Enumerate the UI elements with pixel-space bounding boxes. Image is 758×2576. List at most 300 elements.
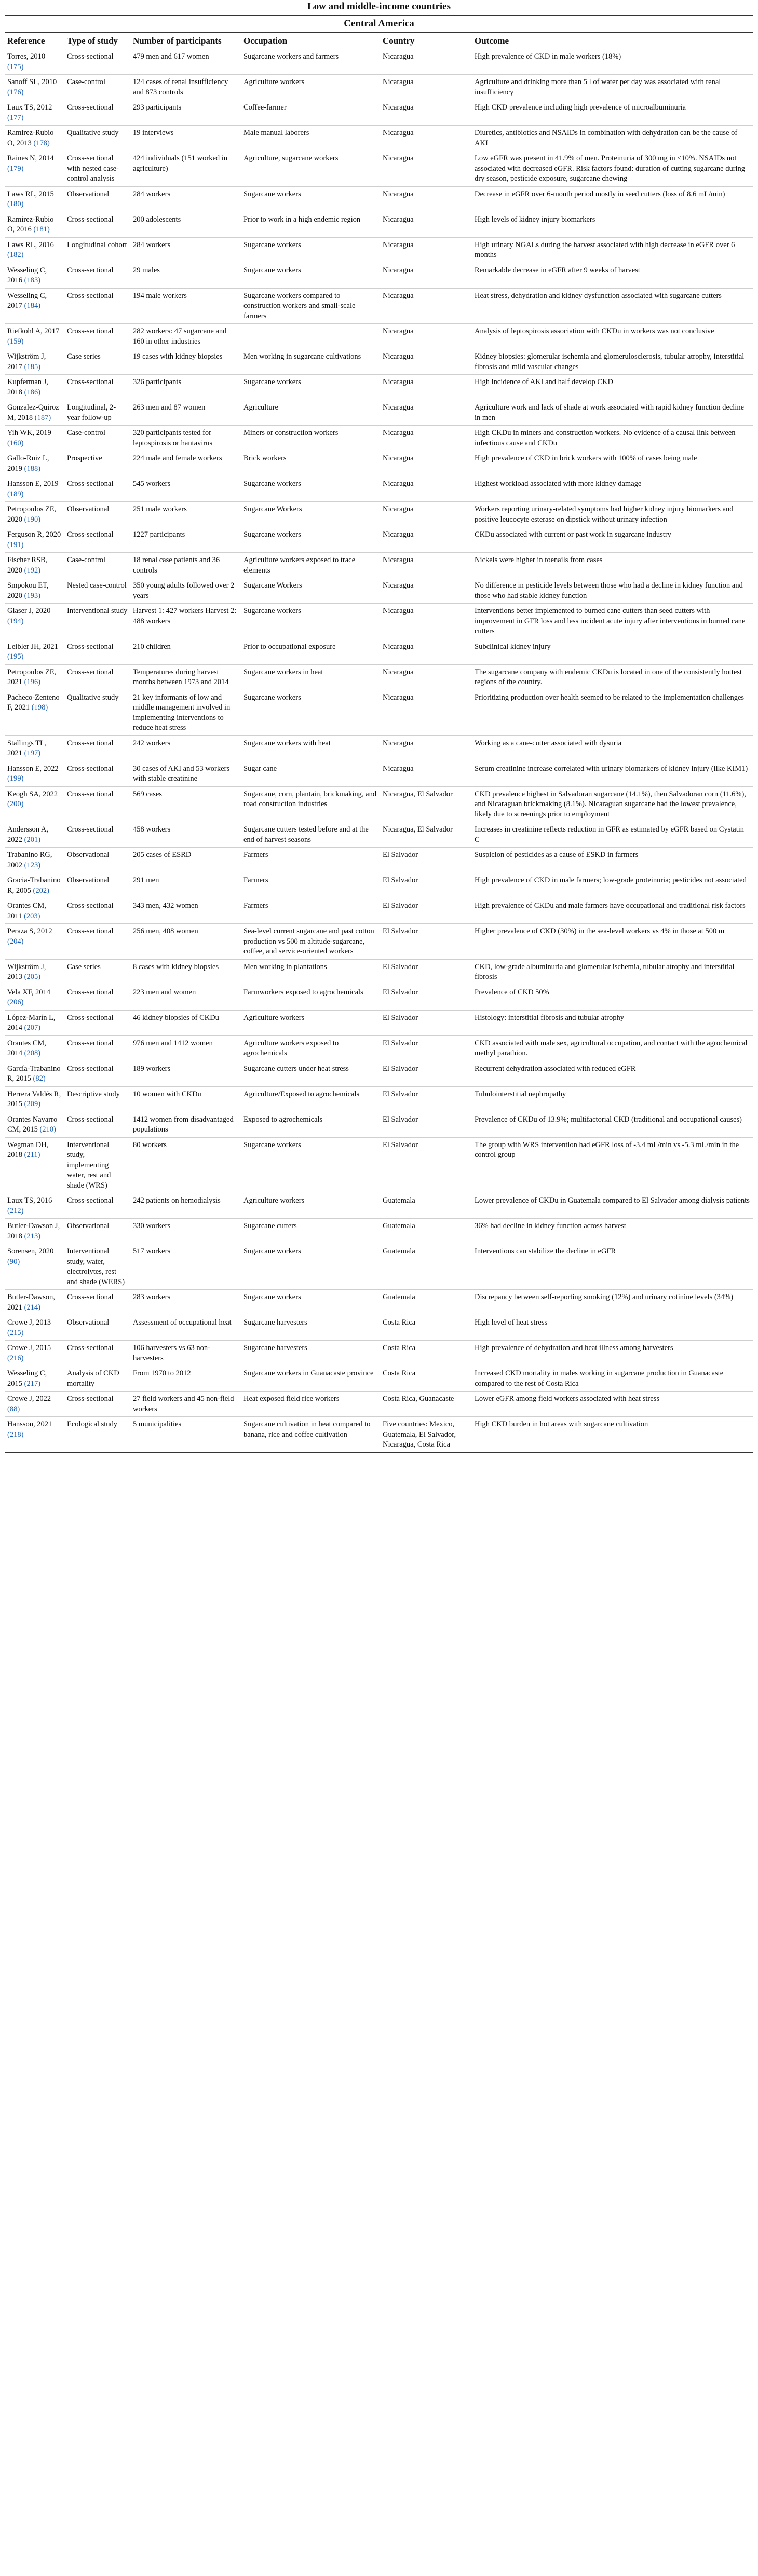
citation-link[interactable]: (204) [7,937,24,946]
cell-reference [5,786,65,822]
cell-participants: 21 key informants of low and middle management involved in implementing interventions to reduce heat stress [131,690,241,735]
reference-author: Trabanino RG, 2002 [7,851,52,869]
citation-link[interactable]: (180) [7,200,24,208]
cell-participants: 251 male workers [131,502,241,527]
cell-outcome: High incidence of AKI and half develop CKD [472,375,753,400]
citation-link[interactable]: (179) [7,164,24,173]
cell-participants: 976 men and 1412 women [131,1035,241,1061]
table-row [5,126,753,151]
citation-link[interactable]: (216) [7,1354,24,1362]
table-row [5,1315,753,1341]
reference-author: Leibler JH, 2021 [7,642,58,651]
cell-type: Cross-sectional [65,898,131,924]
cell-country: Guatemala [381,1193,472,1219]
cell-reference [5,1193,65,1219]
citation-link[interactable]: (192) [24,566,41,575]
region-heading: Central America [5,16,753,33]
citation-link[interactable]: (178) [33,139,50,147]
cell-occupation: Agriculture workers [241,75,381,100]
cell-occupation: Sugarcane workers in heat [241,664,381,690]
cell-country: Nicaragua [381,664,472,690]
citation-link[interactable]: (198) [31,703,48,712]
cell-reference [5,75,65,100]
cell-country: Nicaragua [381,375,472,400]
citation-link[interactable]: (191) [7,540,24,549]
header-reference: Reference [5,33,65,49]
cell-outcome: The sugarcane company with endemic CKDu is located in one of the consistently hottest regions of the country. [472,664,753,690]
table-row [5,1010,753,1035]
cell-country: Guatemala [381,1244,472,1290]
cell-occupation: Agriculture [241,400,381,426]
citation-link[interactable]: (188) [24,464,41,473]
table-caption: Low and middle-income countries [5,0,753,16]
reference-author: Glaser J, 2020 [7,607,51,615]
cell-country: Five countries: Mexico, Guatemala, El Salvador, Nicaragua, Costa Rica [381,1417,472,1453]
cell-outcome: Workers reporting urinary-related symptoms had higher kidney injury biomarkers and positive leucocyte esterase on dipstick without urinary infection [472,502,753,527]
table-row [5,1035,753,1061]
table-row [5,873,753,898]
reference-author: Vela XF, 2014 [7,988,51,997]
cell-type: Cross-sectional [65,1112,131,1137]
cell-type: Interventional study, implementing water, rest and shade (WRS) [65,1137,131,1193]
cell-occupation: Sugarcane workers [241,375,381,400]
cell-outcome: Remarkable decrease in eGFR after 9 weeks of harvest [472,263,753,288]
cell-reference [5,959,65,985]
cell-reference [5,1290,65,1315]
table-row [5,212,753,237]
reference-author: Laux TS, 2016 [7,1196,52,1205]
cell-reference [5,822,65,848]
cell-occupation: Miners or construction workers [241,426,381,451]
cell-reference [5,100,65,126]
citation-link[interactable]: (205) [24,973,41,981]
cell-occupation [241,324,381,349]
citation-link[interactable]: (211) [24,1151,40,1159]
cell-type: Cross-sectional [65,375,131,400]
cell-reference [5,985,65,1010]
citation-link[interactable]: (218) [7,1430,24,1439]
cell-reference [5,1417,65,1453]
cell-participants: 80 workers [131,1137,241,1193]
cell-outcome: Lower prevalence of CKDu in Guatemala compared to El Salvador among dialysis patients [472,1193,753,1219]
cell-participants: 1227 participants [131,527,241,553]
cell-reference [5,1315,65,1341]
cell-occupation: Farmworkers exposed to agrochemicals [241,985,381,1010]
reference-author: Hansson E, 2019 [7,480,59,488]
table-row [5,664,753,690]
reference-author: Hansson, 2021 [7,1420,52,1428]
cell-country: El Salvador [381,959,472,985]
cell-participants: 283 workers [131,1290,241,1315]
cell-outcome: Interventions can stabilize the decline in eGFR [472,1244,753,1290]
citation-link[interactable]: (123) [24,861,41,869]
reference-author: Ferguson R, 2020 [7,530,61,539]
cell-type: Cross-sectional [65,49,131,75]
reference-author: Laws RL, 2015 [7,189,54,198]
cell-occupation: Sugarcane workers [241,604,381,639]
cell-reference [5,1366,65,1392]
citation-link[interactable]: (197) [24,749,41,757]
cell-type: Cross-sectional [65,822,131,848]
cell-participants: 29 males [131,263,241,288]
reference-author: Wegman DH, 2018 [7,1140,49,1159]
cell-type: Observational [65,873,131,898]
citation-link[interactable]: (213) [24,1232,41,1241]
cell-country: Nicaragua [381,49,472,75]
cell-country: El Salvador [381,1086,472,1112]
reference-author: Orantes Navarro CM, 2015 [7,1115,58,1134]
citation-link[interactable]: (217) [24,1379,41,1388]
cell-country: Guatemala [381,1290,472,1315]
cell-outcome: High prevalence of CKDu and male farmers have occupational and traditional risk factors [472,898,753,924]
citation-link[interactable]: (200) [7,800,24,808]
citation-link[interactable]: (210) [39,1125,56,1134]
cell-outcome: CKD prevalence highest in Salvadoran sugarcane (14.1%), then Salvadoran corn (11.6%), and Nicaraguan brickmaking (8.1%). Nicaraguan sugarcane had the lowest prevalence, likely due to screenings prior to employment [472,786,753,822]
table-row [5,822,753,848]
reference-author: Ramirez-Rubio O, 2013 [7,129,54,147]
table-row [5,578,753,604]
table-row [5,1341,753,1366]
cell-outcome: Serum creatinine increase correlated with urinary biomarkers of kidney injury (like KIM1) [472,761,753,786]
citation-link[interactable]: (201) [24,835,41,844]
citation-link[interactable]: (195) [7,652,24,661]
cell-type: Case series [65,349,131,375]
cell-participants: 343 men, 432 women [131,898,241,924]
cell-occupation: Sugarcane workers [241,527,381,553]
cell-occupation: Prior to occupational exposure [241,639,381,664]
cell-reference [5,664,65,690]
cell-occupation: Exposed to agrochemicals [241,1112,381,1137]
cell-reference [5,451,65,476]
cell-type: Case series [65,959,131,985]
header-country: Country [381,33,472,49]
cell-country: Costa Rica [381,1315,472,1341]
reference-author: López-Marín L, 2014 [7,1013,56,1032]
cell-outcome: Low eGFR was present in 41.9% of men. Proteinuria of 300 mg in <10%. NSAIDs not associated with decreased eGFR. Risk factors found: duration of cutting sugarcane during dry season, pesticide exposure, sugarcane chewing [472,151,753,187]
citation-link[interactable]: (183) [24,276,41,284]
cell-type: Observational [65,186,131,212]
citation-link[interactable]: (206) [7,998,24,1006]
cell-type: Cross-sectional [65,1010,131,1035]
citation-link[interactable]: (214) [24,1303,41,1312]
table-row [5,898,753,924]
cell-outcome: Analysis of leptospirosis association with CKDu in workers was not conclusive [472,324,753,349]
cell-reference [5,212,65,237]
cell-type: Cross-sectional [65,735,131,761]
citation-link[interactable]: (212) [7,1206,24,1215]
cell-country: Guatemala [381,1219,472,1244]
reference-author: Petropoulos ZE, 2021 [7,667,57,686]
table-row [5,1219,753,1244]
cell-type: Qualitative study [65,690,131,735]
cell-type: Case-control [65,75,131,100]
cell-reference [5,375,65,400]
studies-table [5,33,753,1453]
cell-outcome: High prevalence of CKD in brick workers with 100% of cases being male [472,451,753,476]
cell-reference [5,553,65,578]
cell-participants: 545 workers [131,476,241,502]
cell-country: Nicaragua [381,735,472,761]
table-row [5,1244,753,1290]
cell-outcome: Kidney biopsies: glomerular ischemia and glomerulosclerosis, tubular atrophy, interstitial fibrosis and mild vascular changes [472,349,753,375]
cell-participants: 291 men [131,873,241,898]
cell-reference [5,761,65,786]
table-row [5,1366,753,1392]
cell-country: Nicaragua [381,553,472,578]
citation-link[interactable]: (177) [7,113,24,122]
cell-country: Costa Rica [381,1341,472,1366]
cell-participants: 242 workers [131,735,241,761]
cell-outcome: High levels of kidney injury biomarkers [472,212,753,237]
citation-link[interactable]: (185) [24,362,41,371]
cell-country: El Salvador [381,985,472,1010]
reference-author: Raines N, 2014 [7,154,54,162]
cell-occupation: Sugarcane workers [241,690,381,735]
cell-outcome: High prevalence of CKD in male workers (18%) [472,49,753,75]
cell-type: Case-control [65,426,131,451]
cell-country: Nicaragua [381,212,472,237]
cell-outcome: Interventions better implemented to burned cane cutters than seed cutters with improvement in GFR loss and less incident acute injury after interventions in burned cane cutters [472,604,753,639]
cell-occupation: Sugarcane Workers [241,502,381,527]
table-row [5,1137,753,1193]
citation-link[interactable]: (184) [24,302,41,310]
cell-occupation: Farmers [241,873,381,898]
cell-outcome: Increases in creatinine reflects reduction in GFR as estimated by eGFR based on Cystatin C [472,822,753,848]
citation-link[interactable]: (194) [7,617,24,625]
cell-type: Interventional study, water, electrolytes, rest and shade (WERS) [65,1244,131,1290]
citation-link[interactable]: (215) [7,1328,24,1337]
cell-type: Cross-sectional [65,212,131,237]
cell-occupation: Heat exposed field rice workers [241,1392,381,1417]
cell-reference [5,237,65,263]
cell-participants: 284 workers [131,237,241,263]
citation-link[interactable]: (90) [7,1257,20,1266]
table-row [5,288,753,324]
cell-country: El Salvador [381,1137,472,1193]
cell-country: El Salvador [381,898,472,924]
cell-country: Nicaragua [381,527,472,553]
cell-participants: 19 interviews [131,126,241,151]
cell-participants: 210 children [131,639,241,664]
cell-participants: 223 men and women [131,985,241,1010]
cell-type: Cross-sectional [65,1392,131,1417]
cell-reference [5,848,65,873]
citation-link[interactable]: (88) [7,1405,20,1413]
citation-link[interactable]: (176) [7,88,24,97]
reference-author: Herrera Valdés R, 2015 [7,1089,61,1108]
reference-author: Sorensen, 2020 [7,1247,54,1256]
cell-occupation: Agriculture workers exposed to trace elements [241,553,381,578]
citation-link[interactable]: (187) [34,413,51,422]
cell-outcome: Prioritizing production over health seemed to be related to the implementation challenges [472,690,753,735]
reference-author: Orantes CM, 2011 [7,902,46,920]
cell-outcome: Increased CKD mortality in males working in sugarcane production in Guanacaste compared to the rest of Costa Rica [472,1366,753,1392]
table-row [5,1112,753,1137]
citation-link[interactable]: (203) [24,911,40,920]
cell-occupation: Sugarcane workers [241,237,381,263]
cell-participants: 205 cases of ESRD [131,848,241,873]
citation-link[interactable]: (202) [33,886,49,895]
citation-link[interactable]: (182) [7,251,24,259]
table-row [5,527,753,553]
cell-type: Nested case-control [65,578,131,604]
citation-link[interactable]: (196) [24,678,41,686]
table-row [5,553,753,578]
cell-outcome: CKD associated with male sex, agricultural occupation, and contact with the agrochemical methyl parathion. [472,1035,753,1061]
cell-reference [5,1061,65,1086]
cell-type: Cross-sectional [65,1035,131,1061]
cell-reference [5,502,65,527]
cell-participants: 46 kidney biopsies of CKDu [131,1010,241,1035]
cell-occupation: Sugarcane workers [241,1244,381,1290]
cell-occupation: Agriculture workers exposed to agrochemicals [241,1035,381,1061]
cell-reference [5,578,65,604]
cell-occupation: Agriculture/Exposed to agrochemicals [241,1086,381,1112]
citation-link[interactable]: (159) [7,337,24,346]
cell-type: Cross-sectional [65,761,131,786]
cell-participants: 5 municipalities [131,1417,241,1453]
cell-country: El Salvador [381,1112,472,1137]
citation-link[interactable]: (186) [24,388,41,397]
cell-country: Nicaragua [381,578,472,604]
cell-reference [5,1010,65,1035]
cell-country: Nicaragua [381,186,472,212]
reference-author: Riefkohl A, 2017 [7,327,60,335]
reference-author: Fischer RSB, 2020 [7,556,48,575]
cell-type: Interventional study [65,604,131,639]
citation-link[interactable]: (199) [7,774,24,783]
cell-reference [5,263,65,288]
cell-participants: 282 workers: 47 sugarcane and 160 in other industries [131,324,241,349]
cell-participants: 569 cases [131,786,241,822]
cell-participants: 293 participants [131,100,241,126]
reference-author: Crowe J, 2013 [7,1318,51,1327]
table-row [5,100,753,126]
cell-reference [5,873,65,898]
cell-participants: 19 cases with kidney biopsies [131,349,241,375]
cell-reference [5,400,65,426]
cell-participants: 224 male and female workers [131,451,241,476]
reference-author: Keogh SA, 2022 [7,789,58,798]
cell-occupation: Agriculture workers [241,1193,381,1219]
cell-occupation: Agriculture, sugarcane workers [241,151,381,187]
cell-outcome: High level of heat stress [472,1315,753,1341]
cell-outcome: Prevalence of CKDu of 13.9%; multifactorial CKD (traditional and occupational causes) [472,1112,753,1137]
cell-participants: 27 field workers and 45 non-field workers [131,1392,241,1417]
cell-reference [5,186,65,212]
cell-country: Nicaragua [381,324,472,349]
cell-occupation: Sugarcane workers [241,476,381,502]
citation-link[interactable]: (208) [24,1049,41,1057]
reference-author: Pacheco-Zenteno F, 2021 [7,693,60,712]
cell-participants: 263 men and 87 women [131,400,241,426]
citation-link[interactable]: (160) [7,439,24,447]
cell-occupation: Sugarcane workers and farmers [241,49,381,75]
table-row [5,786,753,822]
citation-link[interactable]: (82) [33,1074,46,1083]
table-row [5,400,753,426]
reference-author: Peraza S, 2012 [7,927,52,935]
cell-type: Longitudinal cohort [65,237,131,263]
cell-outcome: Nickels were higher in toenails from cases [472,553,753,578]
cell-type: Prospective [65,451,131,476]
header-row [5,33,753,49]
cell-outcome: High prevalence of dehydration and heat illness among harvesters [472,1341,753,1366]
cell-reference [5,735,65,761]
table-row [5,1290,753,1315]
cell-type: Cross-sectional [65,1061,131,1086]
cell-outcome: Discrepancy between self-reporting smoking (12%) and urinary cotinine levels (34%) [472,1290,753,1315]
citation-link[interactable]: (209) [24,1100,41,1108]
cell-country: Nicaragua [381,400,472,426]
cell-occupation: Sugarcane workers with heat [241,735,381,761]
reference-author: García-Trabanino R, 2015 [7,1064,61,1083]
cell-reference [5,288,65,324]
cell-participants: 8 cases with kidney biopsies [131,959,241,985]
reference-author: Gonzalez-Quiroz M, 2018 [7,403,59,422]
table-row [5,639,753,664]
cell-participants: 194 male workers [131,288,241,324]
citation-link[interactable]: (193) [24,591,41,600]
cell-reference [5,426,65,451]
citation-link[interactable]: (189) [7,489,24,498]
cell-type: Cross-sectional [65,288,131,324]
header-participants: Number of participants [131,33,241,49]
cell-reference [5,49,65,75]
cell-occupation: Male manual laborers [241,126,381,151]
cell-type: Ecological study [65,1417,131,1453]
cell-type: Observational [65,848,131,873]
cell-occupation: Sugarcane workers compared to construction workers and small-scale farmers [241,288,381,324]
cell-occupation: Agriculture workers [241,1010,381,1035]
cell-type: Cross-sectional [65,324,131,349]
table-row [5,75,753,100]
reference-author: Wijkström J, 2017 [7,352,46,371]
cell-reference [5,476,65,502]
table-row [5,604,753,639]
citation-link[interactable]: (207) [24,1024,41,1032]
cell-outcome: High CKD prevalence including high prevalence of microalbuminuria [472,100,753,126]
cell-outcome: No difference in pesticide levels between those who had a decline in kidney function and those who had stable kidney function [472,578,753,604]
cell-country: El Salvador [381,1035,472,1061]
cell-occupation: Farmers [241,848,381,873]
reference-author: Hansson E, 2022 [7,764,59,773]
cell-reference [5,924,65,960]
cell-type: Cross-sectional [65,476,131,502]
cell-reference [5,690,65,735]
table-row [5,985,753,1010]
citation-link[interactable]: (175) [7,62,24,71]
cell-occupation: Sugarcane, corn, plantain, brickmaking, and road construction industries [241,786,381,822]
cell-occupation: Men working in plantations [241,959,381,985]
reference-author: Kupferman J, 2018 [7,378,48,397]
header-outcome: Outcome [472,33,753,49]
cell-reference [5,1112,65,1137]
cell-occupation: Sugarcane harvesters [241,1341,381,1366]
cell-country: Nicaragua [381,288,472,324]
cell-type: Cross-sectional [65,1193,131,1219]
cell-type: Analysis of CKD mortality [65,1366,131,1392]
citation-link[interactable]: (181) [33,225,50,234]
cell-country: Nicaragua [381,75,472,100]
cell-type: Cross-sectional [65,985,131,1010]
cell-occupation: Sugarcane Workers [241,578,381,604]
citation-link[interactable]: (190) [24,515,41,524]
cell-outcome: Agriculture and drinking more than 5 l of water per day was associated with renal insufficiency [472,75,753,100]
table-row [5,375,753,400]
cell-type: Observational [65,1315,131,1341]
cell-country: Nicaragua, El Salvador [381,822,472,848]
